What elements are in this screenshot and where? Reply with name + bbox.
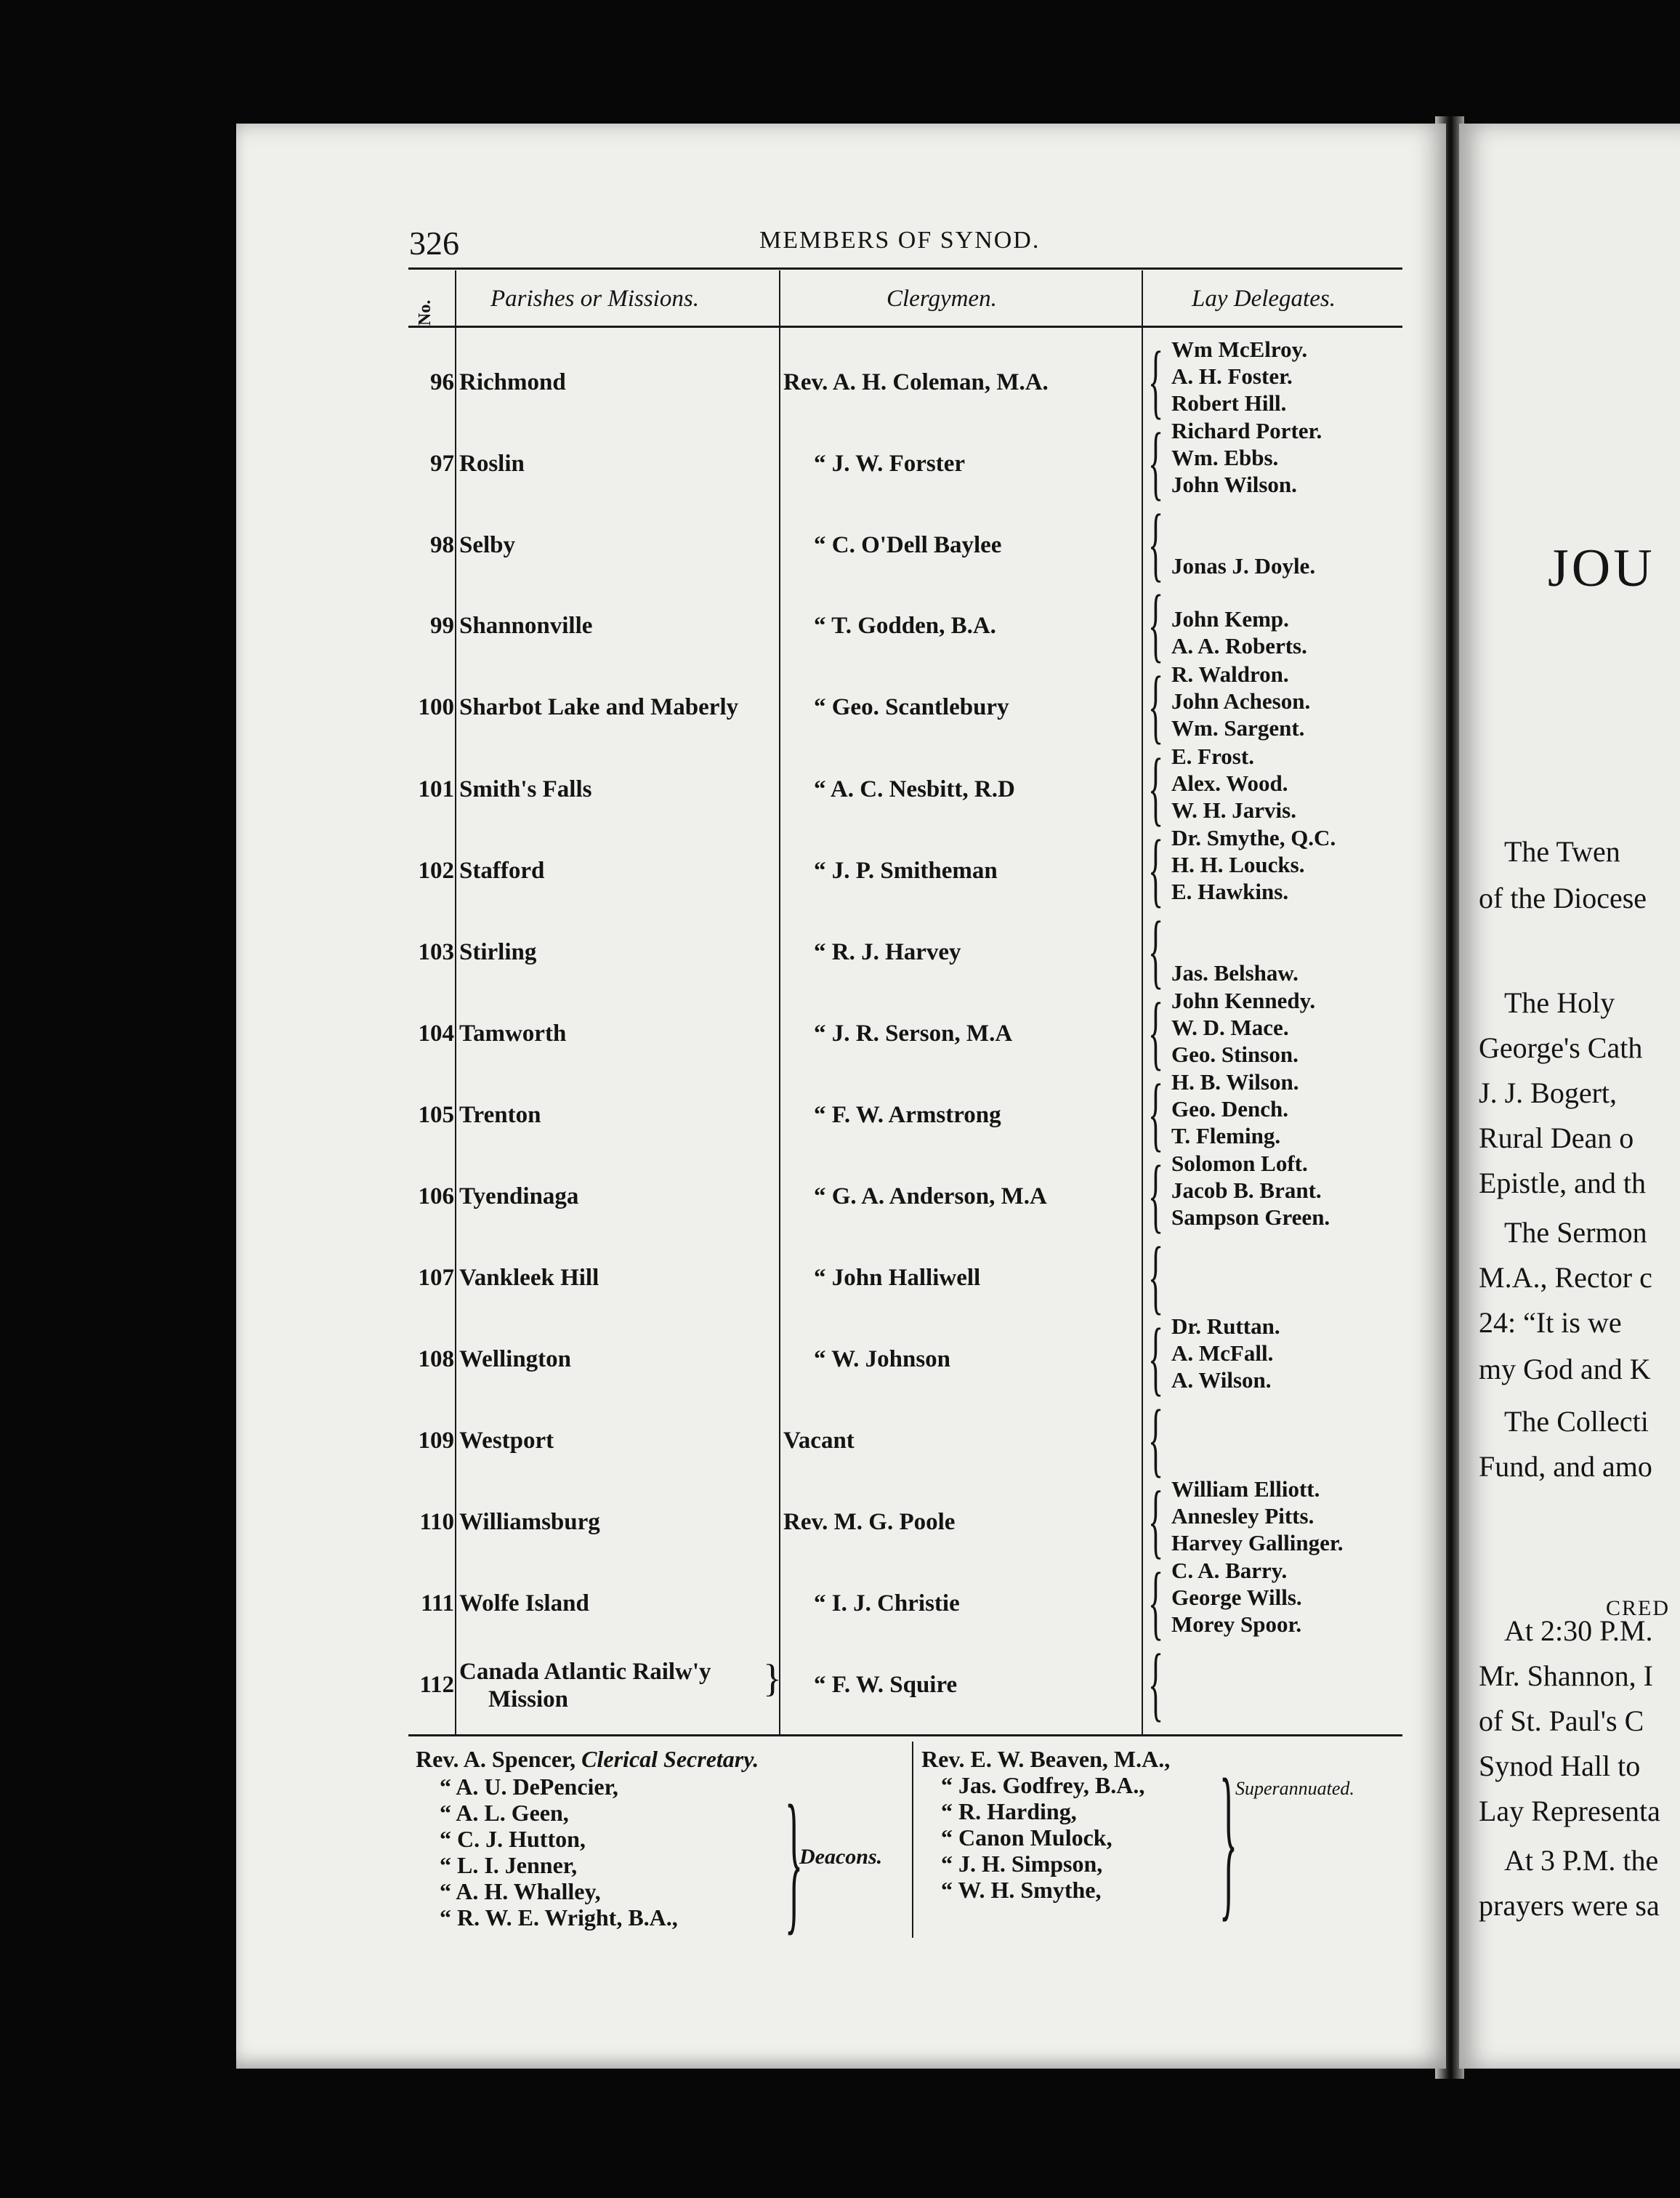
row-number: 103 (418, 939, 454, 965)
row-parish-line2: Mission (488, 1686, 569, 1712)
lay-delegate: A. A. Roberts. (1171, 633, 1307, 659)
lay-delegate: Morey Spoor. (1171, 1611, 1302, 1637)
facing-line: of St. Paul's C (1479, 1704, 1644, 1737)
running-head: MEMBERS OF SYNOD. (759, 227, 1041, 254)
row-clergyman: “ R. J. Harvey (814, 939, 961, 965)
superannuated-brace: } (1219, 1747, 1237, 1939)
row-number: 107 (418, 1265, 454, 1291)
lay-delegate: Jas. Belshaw. (1171, 960, 1299, 986)
facing-line: prayers were sa (1479, 1889, 1660, 1922)
row-clergyman: Rev. A. H. Coleman, M.A. (783, 369, 1049, 395)
row-clergyman: “ I. J. Christie (814, 1590, 960, 1617)
row-parish: Smith's Falls (459, 776, 592, 802)
lay-delegate: E. Hawkins. (1171, 879, 1289, 904)
row-clergyman: “ J. W. Forster (814, 451, 966, 477)
facing-line: Rural Dean o (1479, 1122, 1634, 1154)
lay-brace: { (1148, 1474, 1164, 1567)
row-parish: Vankleek Hill (459, 1265, 599, 1291)
row-clergyman: Rev. M. G. Poole (783, 1509, 956, 1535)
lay-delegate: A. H. Foster. (1171, 363, 1293, 389)
facing-line: Synod Hall to (1479, 1750, 1641, 1782)
deacon-name: “ C. J. Hutton, (440, 1826, 586, 1852)
row-number: 100 (418, 694, 454, 720)
footer-divider (912, 1742, 913, 1938)
lay-delegate: A. Wilson. (1171, 1367, 1272, 1393)
col-divider-clergy (1142, 270, 1143, 1734)
facing-line: Mr. Shannon, I (1479, 1659, 1653, 1692)
row-number: 108 (418, 1346, 454, 1372)
deacons-label: Deacons. (799, 1845, 883, 1869)
bottom-rule (408, 1734, 1402, 1736)
lay-delegate: Dr. Smythe, Q.C. (1171, 825, 1336, 850)
lay-brace: { (1148, 659, 1164, 752)
lay-brace: { (1148, 416, 1164, 509)
row-number: 110 (419, 1509, 454, 1535)
row-number: 101 (418, 776, 454, 802)
secretary-name: Rev. A. Spencer, (416, 1746, 576, 1772)
col-header-lay: Lay Delegates. (1192, 286, 1336, 312)
facing-line: Fund, and amo (1479, 1450, 1652, 1483)
facing-line: The Sermon (1504, 1216, 1647, 1249)
col-header-clergymen: Clergymen. (887, 286, 997, 312)
row-parish: Williamsburg (459, 1509, 600, 1535)
row-clergyman: “ W. Johnson (814, 1346, 951, 1372)
lay-delegate: T. Fleming. (1171, 1123, 1281, 1148)
lay-delegate: Richard Porter. (1171, 418, 1322, 443)
secretary-title: Clerical Secretary. (581, 1746, 759, 1772)
superannuated-name: “ J. H. Simpson, (941, 1851, 1103, 1877)
row-clergyman: “ C. O'Dell Baylee (814, 532, 1002, 558)
row-parish: Wolfe Island (459, 1590, 589, 1617)
col-divider-parish (779, 270, 780, 1734)
superannuated-name: “ R. Harding, (941, 1798, 1077, 1824)
row-parish: Shannonville (459, 613, 593, 639)
col-header-parishes: Parishes or Missions. (490, 286, 699, 312)
deacons-brace: } (785, 1776, 803, 1951)
superannuated-label: Superannuated. (1235, 1778, 1354, 1799)
facing-title: JOU (1548, 539, 1655, 598)
lay-delegate: Wm. Ebbs. (1171, 445, 1279, 470)
lay-delegate: George Wills. (1171, 1585, 1302, 1610)
row-clergyman: “ F. W. Armstrong (814, 1102, 1001, 1128)
top-rule (408, 267, 1402, 270)
col-header-no: No. (416, 299, 435, 326)
facing-line: CRED (1606, 1596, 1671, 1620)
lay-delegate: A. McFall. (1171, 1340, 1274, 1366)
row-parish: Canada Atlantic Railw'y (459, 1659, 711, 1685)
lay-brace: { (1148, 334, 1164, 427)
lay-brace: { (1148, 1148, 1164, 1241)
deacon-name: “ A. U. DePencier, (440, 1774, 618, 1800)
parish-brace: } (763, 1656, 782, 1700)
lay-delegate: Harvey Gallinger. (1171, 1530, 1344, 1555)
row-parish: Roslin (459, 451, 525, 477)
facing-line: The Collecti (1504, 1405, 1649, 1438)
facing-line: At 2:30 P.M. (1504, 1614, 1653, 1647)
facing-line: The Holy (1504, 986, 1615, 1019)
lay-delegate: W. D. Mace. (1171, 1015, 1289, 1040)
lay-delegate: E. Frost. (1171, 744, 1254, 769)
row-parish: Westport (459, 1428, 554, 1454)
row-number: 106 (418, 1183, 454, 1209)
superannuated-name: “ Canon Mulock, (941, 1824, 1112, 1851)
footer-secretary (416, 1746, 759, 1773)
lay-delegate: Geo. Dench. (1171, 1096, 1289, 1122)
header-rule (408, 326, 1402, 328)
row-parish: Tyendinaga (459, 1183, 579, 1209)
row-number: 98 (430, 532, 454, 558)
row-clergyman: “ John Halliwell (814, 1265, 981, 1291)
facing-line: M.A., Rector c (1479, 1261, 1652, 1294)
row-number: 102 (418, 858, 454, 884)
facing-line: 24: “It is we (1479, 1306, 1622, 1339)
col-divider-no (455, 270, 456, 1734)
row-parish: Stirling (459, 939, 537, 965)
lay-delegate: H. H. Loucks. (1171, 852, 1305, 877)
lay-brace: { (1148, 1230, 1164, 1323)
facing-line: At 3 P.M. the (1504, 1844, 1659, 1877)
deacon-name: “ A. L. Geen, (440, 1800, 569, 1826)
lay-brace: { (1148, 1637, 1164, 1730)
lay-delegate: H. B. Wilson. (1171, 1069, 1299, 1095)
row-number: 96 (430, 369, 454, 395)
lay-delegate: Geo. Stinson. (1171, 1042, 1299, 1067)
lay-delegate: Sampson Green. (1171, 1204, 1330, 1230)
row-parish: Stafford (459, 858, 545, 884)
row-number: 97 (430, 451, 454, 477)
lay-delegate: Jonas J. Doyle. (1171, 553, 1316, 579)
row-clergyman: “ J. P. Smitheman (814, 858, 998, 884)
facing-line: J. J. Bogert, (1479, 1076, 1617, 1109)
lay-delegate: John Wilson. (1171, 472, 1297, 497)
lay-brace: { (1148, 1555, 1164, 1648)
row-number: 105 (418, 1102, 454, 1128)
lay-brace: { (1148, 823, 1164, 916)
row-clergyman: “ J. R. Serson, M.A (814, 1020, 1013, 1047)
page-number: 326 (409, 225, 459, 262)
facing-line: of the Diocese (1479, 882, 1647, 914)
row-number: 112 (419, 1672, 454, 1698)
lay-brace: { (1148, 1311, 1164, 1404)
row-number: 111 (421, 1590, 454, 1617)
lay-delegate: Dr. Ruttan. (1171, 1313, 1280, 1339)
lay-delegate: John Kemp. (1171, 606, 1289, 632)
lay-brace: { (1148, 741, 1164, 834)
lay-delegate: R. Waldron. (1171, 661, 1289, 687)
row-number: 99 (430, 613, 454, 639)
superannuated-name: “ Jas. Godfrey, B.A., (941, 1772, 1145, 1798)
row-clergyman: “ T. Godden, B.A. (814, 613, 996, 639)
lay-delegate: Alex. Wood. (1171, 770, 1288, 796)
lay-brace: { (1148, 578, 1164, 671)
lay-delegate: John Acheson. (1171, 688, 1311, 714)
lay-brace: { (1148, 904, 1164, 997)
lay-delegate: W. H. Jarvis. (1171, 797, 1296, 823)
row-parish: Trenton (459, 1102, 541, 1128)
lay-brace: { (1148, 1067, 1164, 1160)
lay-delegate: Robert Hill. (1171, 390, 1287, 416)
lay-delegate: Wm McElroy. (1171, 337, 1308, 362)
lay-delegate: William Elliott. (1171, 1476, 1320, 1502)
superannuated-name: “ W. H. Smythe, (941, 1877, 1102, 1903)
facing-line: my God and K (1479, 1353, 1651, 1385)
lay-brace: { (1148, 497, 1164, 590)
lay-brace: { (1148, 986, 1164, 1079)
lay-delegate: John Kennedy. (1171, 988, 1316, 1013)
row-number: 104 (418, 1020, 454, 1047)
deacon-name: “ L. I. Jenner, (440, 1852, 578, 1878)
deacon-name: “ A. H. Whalley, (440, 1878, 601, 1904)
row-parish: Wellington (459, 1346, 572, 1372)
row-parish: Richmond (459, 369, 566, 395)
lay-delegate: C. A. Barry. (1171, 1558, 1288, 1583)
lay-delegate: Solomon Loft. (1171, 1151, 1308, 1176)
facing-line: Lay Representa (1479, 1795, 1660, 1827)
superannuated-name: Rev. E. W. Beaven, M.A., (921, 1746, 1171, 1772)
row-clergyman: “ G. A. Anderson, M.A (814, 1183, 1047, 1209)
facing-line: Epistle, and th (1479, 1167, 1646, 1199)
row-clergyman: “ Geo. Scantlebury (814, 694, 1009, 720)
facing-line: George's Cath (1479, 1031, 1643, 1064)
row-parish: Tamworth (459, 1020, 567, 1047)
row-clergyman: “ A. C. Nesbitt, R.D (814, 776, 1015, 802)
facing-line: The Twen (1504, 835, 1620, 868)
row-clergyman: “ F. W. Squire (814, 1672, 958, 1698)
lay-delegate: Jacob B. Brant. (1171, 1178, 1322, 1203)
lay-delegate: Wm. Sargent. (1171, 715, 1305, 741)
row-clergyman: Vacant (783, 1428, 855, 1454)
row-number: 109 (418, 1428, 454, 1454)
deacon-name: “ R. W. E. Wright, B.A., (440, 1904, 678, 1931)
lay-delegate: Annesley Pitts. (1171, 1503, 1314, 1529)
row-parish: Sharbot Lake and Maberly (459, 694, 739, 720)
row-parish: Selby (459, 532, 516, 558)
lay-brace: { (1148, 1393, 1164, 1486)
